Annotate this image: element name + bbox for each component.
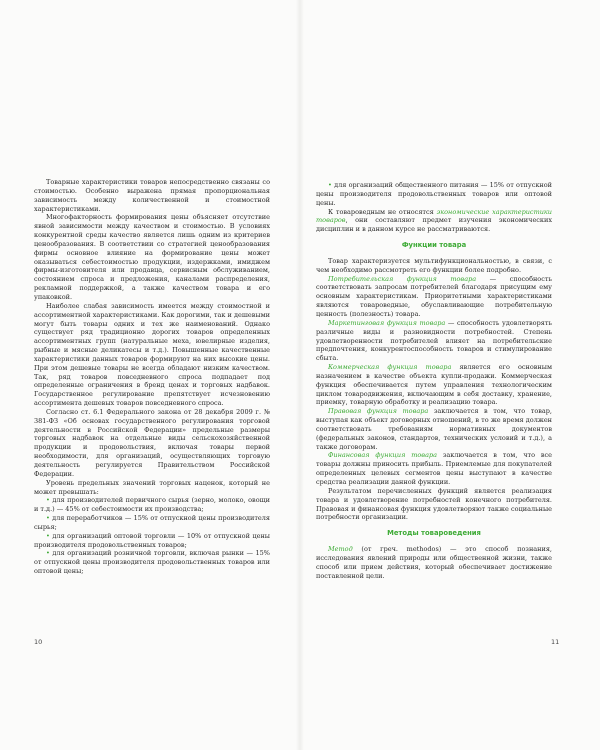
paragraph: Многофакторность формирования цены объясняет отсутствие явной зависимости между качеством и стоимостью. В условиях конкурентной среды качество является лишь одним из критериев ценообразования. В соответствии со стратегией ценообразования фирмы основное влияние на формирование цены может оказываться себестоимостью продукции, издержками, имиджем фирмы-изготовителя или продавца, сервисным обслуживанием, состоянием спроса и предложения, каналами распределения, рекламной поддержкой, а также качеством товара и его упаковкой. (34, 213, 270, 301)
list-item-text: для переработчиков — 15% от отпускной цены производителя сырья; (34, 514, 270, 531)
paragraph: Результатом перечисленных функций является реализация товара и удовлетворение потребностей конечного потребителя. Правовая и финансовая функция удовлетворяют также социальные потребности организации. (316, 486, 552, 522)
bullet-icon: • (46, 514, 50, 523)
term-highlight: Метод (328, 545, 353, 554)
bullet-icon: • (328, 181, 332, 189)
bullet-icon: • (46, 531, 50, 540)
term-highlight: Правовая функция товара (328, 407, 429, 416)
term-highlight: экономические характеристики товаров (316, 207, 552, 225)
page-number: 10 (34, 638, 43, 646)
list-item (34, 532, 270, 550)
section-heading: Методы товароведения (387, 529, 481, 538)
page-number: 11 (551, 638, 560, 646)
list-item (316, 181, 552, 208)
book-gutter (296, 0, 304, 750)
list-item-text: для организаций общественного питания — 15% от отпускной цены производителя продовольственных товаров или оптовой цены. (316, 181, 552, 207)
paragraph: К товароведным не относятся экономические характеристики товаров, они составляют предмет изучения экономических дисциплин и в данном курсе не рассматриваются. (316, 207, 552, 234)
paragraph: Наиболее слабая зависимость имеется между стоимостной и ассортиментной характеристиками. Как дорогими, так и дешевыми могут быть товары одних и тех же наименований. Однако существует ряд традиционно дорогих товаров определенных ассортиментных групп (натуральные меха, ювелирные изделия, рыбные и мясные деликатесы и т.д.). Повышенные качественные характеристики данных товаров формируют на них высокие цены. При этом дешевые товары не всегда обладают низким качеством. Так, ряд товаров повседневного спроса подпадает под определенные ограничения в бренд ценах и торговых надбавок. Государственное регулирование препятствует исчезновению ассортимента дешевых товаров повседневного спроса. (34, 301, 270, 408)
paragraph: Финансовая функция товара заключается в том, что все товары должны приносить прибыль. Приемлемые для покупателей определенных целевых сегментов цены выступают в качестве средства реализации данной функции. (316, 451, 552, 486)
bullet-icon: • (46, 549, 50, 558)
list-item-text: для организаций розничной торговли, включая рынки — 15% от отпускной цены производителя продовольственных товаров или оптовой цены; (34, 549, 270, 576)
right-page (316, 181, 552, 580)
list-item (34, 496, 270, 514)
paragraph: Коммерческая функция товара является его основным назначением в качестве объекта купли-продажи. Коммерческая функция обеспечивается путем управления технологическим циклом товародвижения, включающим в себя доставку, хранение, приемку, товарную обработку и реализацию товара. (316, 363, 552, 407)
paragraph: Правовая функция товара заключается в том, что товар, выступая как объект договорных отношений, в то же время должен соответствовать требованиям нормативных документов (федеральных законов, стандартов, технических условий и т.д.), а также договорам. (316, 407, 552, 451)
term-highlight: Коммерческая функция товара (328, 363, 452, 372)
paragraph: Товар характеризуется мультифункциональностью, в связи, с чем необходимо рассмотреть его функции более подробно. (316, 256, 552, 274)
section-heading: Функции товара (401, 241, 467, 250)
paragraph: Потребительская функция товара — способность соответствовать запросам потребителей благодаря присущим ему основным характеристикам. Приоритетными характеристиками являются товароведные, обуславливающие потребительную ценность (полезность) товара. (316, 274, 552, 318)
paragraph: Маркетинговая функция товара — способность удовлетворять различные виды и разновидности потребностей. Степень удовлетворенности потребителей влияет на потребительские предпочтения, конкурентоспособность товаров и стимулирование сбыта. (316, 318, 552, 363)
list-item-text: для производителей первичного сырья (зерно, молоко, овощи и т.д.) — 45% от себестоимости их производства; (34, 496, 270, 514)
term-highlight: Потребительская функция товара (328, 274, 477, 283)
paragraph: Уровень предельных значений торговых наценок, который не может превышать: (34, 478, 270, 496)
list-item (34, 549, 270, 576)
left-page (34, 178, 270, 576)
paragraph: Товарные характеристики товаров непосредственно связаны со стоимостью. Особенно выражена прямая пропорциональная зависимость между количественной и стоимостной характеристиками. (34, 178, 270, 213)
term-highlight: Финансовая функция товара (328, 451, 437, 460)
paragraph: Метод (от греч. methodos) — это способ познания, исследования явлений природы или общественной жизни, также способ или прием действия, который обеспечивает достижение поставленной цели. (316, 545, 552, 580)
paragraph: Согласно ст. 6.1 Федерального закона от 28 декабря 2009 г. № 381-ФЗ «Об основах государственного регулирования торговой деятельности в Российской Федерации» предельные размеры торговых надбавок на отдельные виды сельскохозяйственной продукции и продовольствия, включая товары первой необходимости, для организаций, осуществляющих торговую деятельность регулируется Правительством Российской Федерации. (34, 407, 270, 478)
list-item-text: для организаций оптовой торговли — 10% от отпускной цены производителя продовольственных товаров; (34, 531, 270, 549)
bullet-icon: • (46, 496, 50, 505)
term-highlight: Маркетинговая функция товара (328, 318, 446, 327)
list-item (34, 514, 270, 532)
